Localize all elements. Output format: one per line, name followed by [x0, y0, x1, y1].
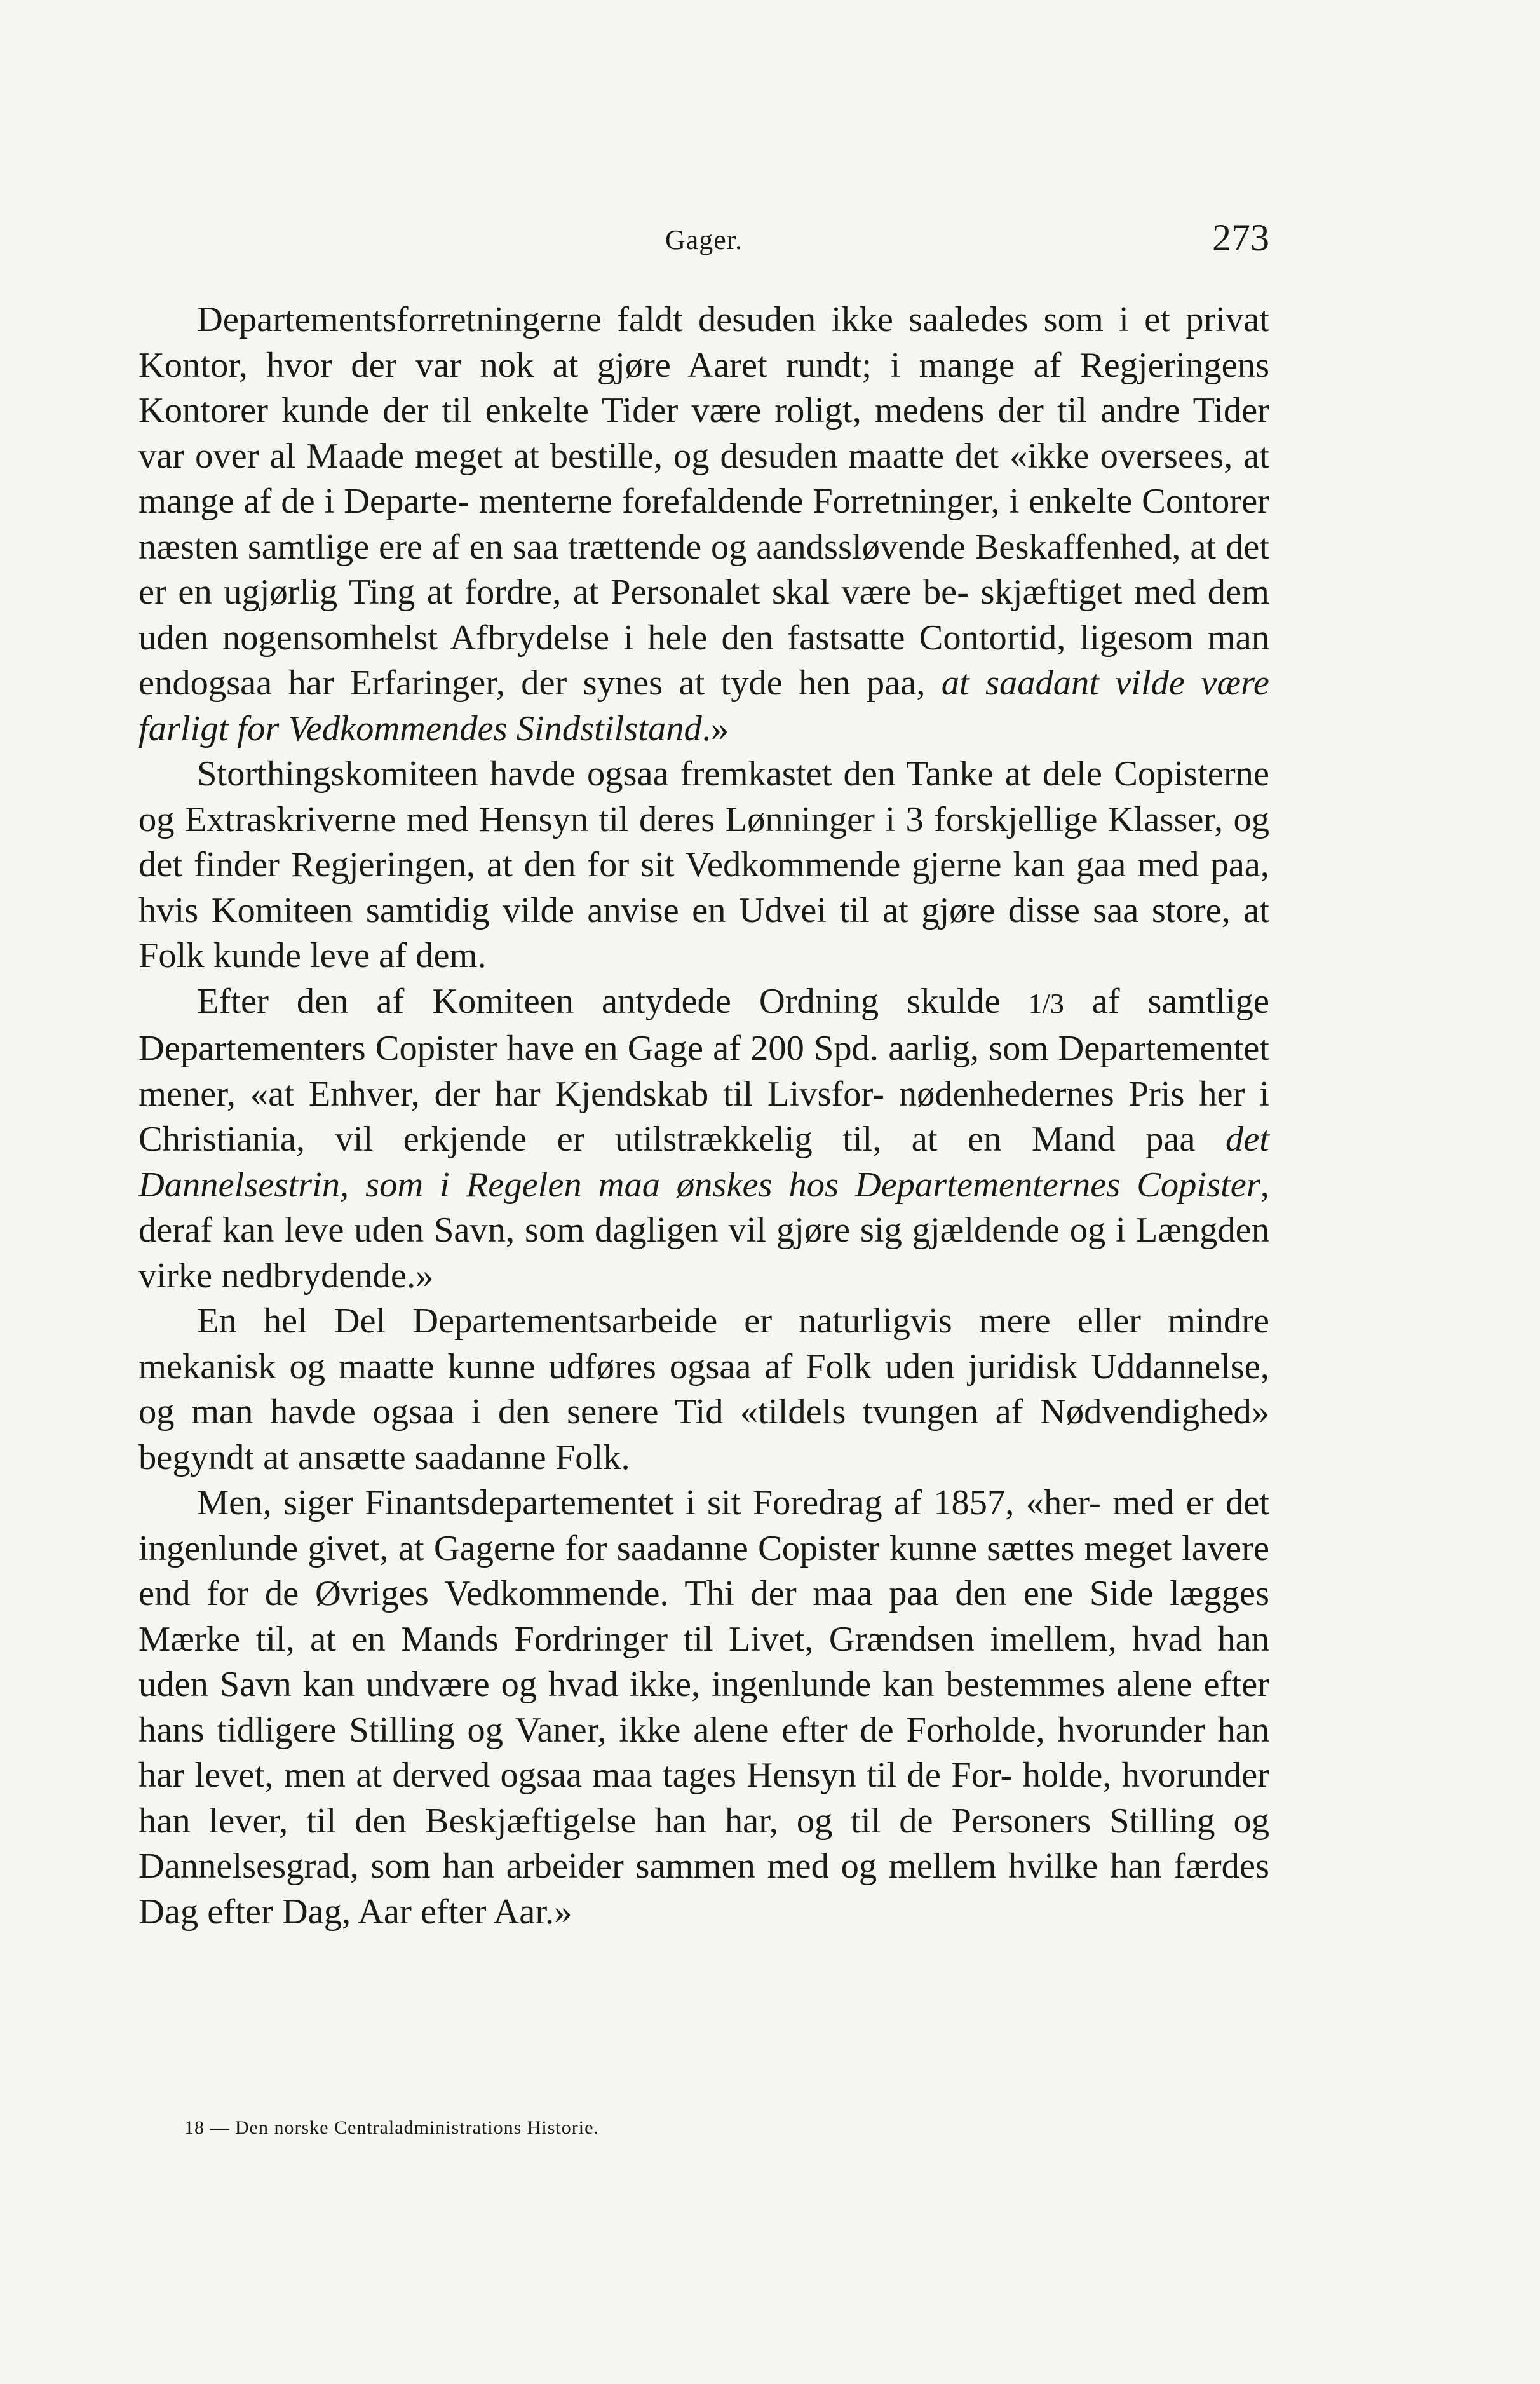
paragraph-2: [138, 752, 1269, 979]
paragraph-2-text: Storthingskomiteen havde ogsaa fremkastet den Tanke at dele Copisterne og Extraskriverne med Hensyn til deres Lønninger i 3 forskjellige Klasser, og det finder Regjeringen, at den for sit Vedkommende gjerne kan gaa med paa, hvis Komiteen samtidig vilde anvise en Udvei til at gjøre disse saa store, at Folk kunde leve af dem.: [138, 754, 1269, 975]
paragraph-3-text-c: , deraf kan leve uden Savn, som dagligen vil gjøre sig gjældende og i Længden virke nedbrydende.»: [138, 1165, 1269, 1296]
paragraph-5: [138, 1480, 1269, 1935]
paragraph-1-text-a: Departementsforretningerne faldt desuden ikke saaledes som i et privat Kontor, hvor der var nok at gjøre Aaret rundt; i mange af Regjeringens Kontorer kunde der til enkelte Tider være roligt, medens der til andre Tider var over al Maade meget at bestille, og desuden maatte det «ikke oversees, at mange af de i Departe- menterne forefaldende Forretninger, i enkelte Contorer næsten samtlige ere af en saa trættende og aandssløvende Beskaffenhed, at det er en ugjørlig Ting at fordre, at Personalet skal være be- skjæftiget med dem uden nogensomhelst Afbrydelse i hele den fastsatte Contortid, ligesom man endogsaa har Erfaringer, der synes at tyde hen paa,: [138, 300, 1269, 703]
page-number: 273: [1212, 217, 1269, 259]
paragraph-3-text-b: af samtlige Departementers Copister have en Gage af 200 Spd. aarlig, som Departementet mener, «at Enhver, der har Kjendskab til Livsfor- nødenhedernes Pris her i Christiania, vil erkjende er utilstrækkelig til, at en Mand paa: [138, 981, 1269, 1159]
paragraph-4: [138, 1299, 1269, 1480]
body-text: [138, 297, 1269, 1935]
running-title: Gager.: [665, 224, 743, 255]
paragraph-4-text: En hel Del Departementsarbeide er naturligvis mere eller mindre mekanisk og maatte kunne udføres ogsaa af Folk uden juridisk Uddannelse, og man havde ogsaa i den senere Tid «tildels tvungen af Nødvendighed» begyndt at ansætte saadanne Folk.: [138, 1301, 1269, 1477]
paragraph-1: [138, 297, 1269, 752]
paragraph-3-emphasis: det Dannelsestrin, som i Regelen maa ønskes hos Departementernes Copister: [138, 1120, 1269, 1205]
paragraph-1-emphasis: at saadant vilde være farligt for Vedkommendes Sindstilstand: [138, 663, 1269, 748]
running-head: [138, 216, 1269, 267]
paragraph-5-text: Men, siger Finantsdepartementet i sit Foredrag af 1857, «her- med er det ingenlunde givet, at Gagerne for saadanne Copister kunne sættes meget lavere end for de Øvriges Vedkommende. Thi der maa paa den ene Side lægges Mærke til, at en Mands Fordringer til Livet, Grændsen imellem, hvad han uden Savn kan undvære og hvad ikke, ingenlunde kan bestemmes alene efter hans tidligere Stilling og Vaner, ikke alene efter de Forholde, hvorunder han har levet, men at derved ogsaa maa tages Hensyn til de For- holde, hvorunder han lever, til den Beskjæftigelse han har, og til de Personers Stilling og Dannelsesgrad, som han arbeider sammen med og mellem hvilke han færdes Dag efter Dag, Aar efter Aar.»: [138, 1483, 1269, 1932]
signature-footnote: 18 — Den norske Centraladministrations Historie.: [184, 2117, 599, 2138]
paragraph-3: [138, 979, 1269, 1299]
paragraph-1-text-b: .»: [701, 708, 729, 748]
paragraph-3-text-a: Efter den af Komiteen antydede Ordning skulde: [197, 981, 1029, 1021]
fraction-one-third: 1/3: [1028, 987, 1064, 1019]
